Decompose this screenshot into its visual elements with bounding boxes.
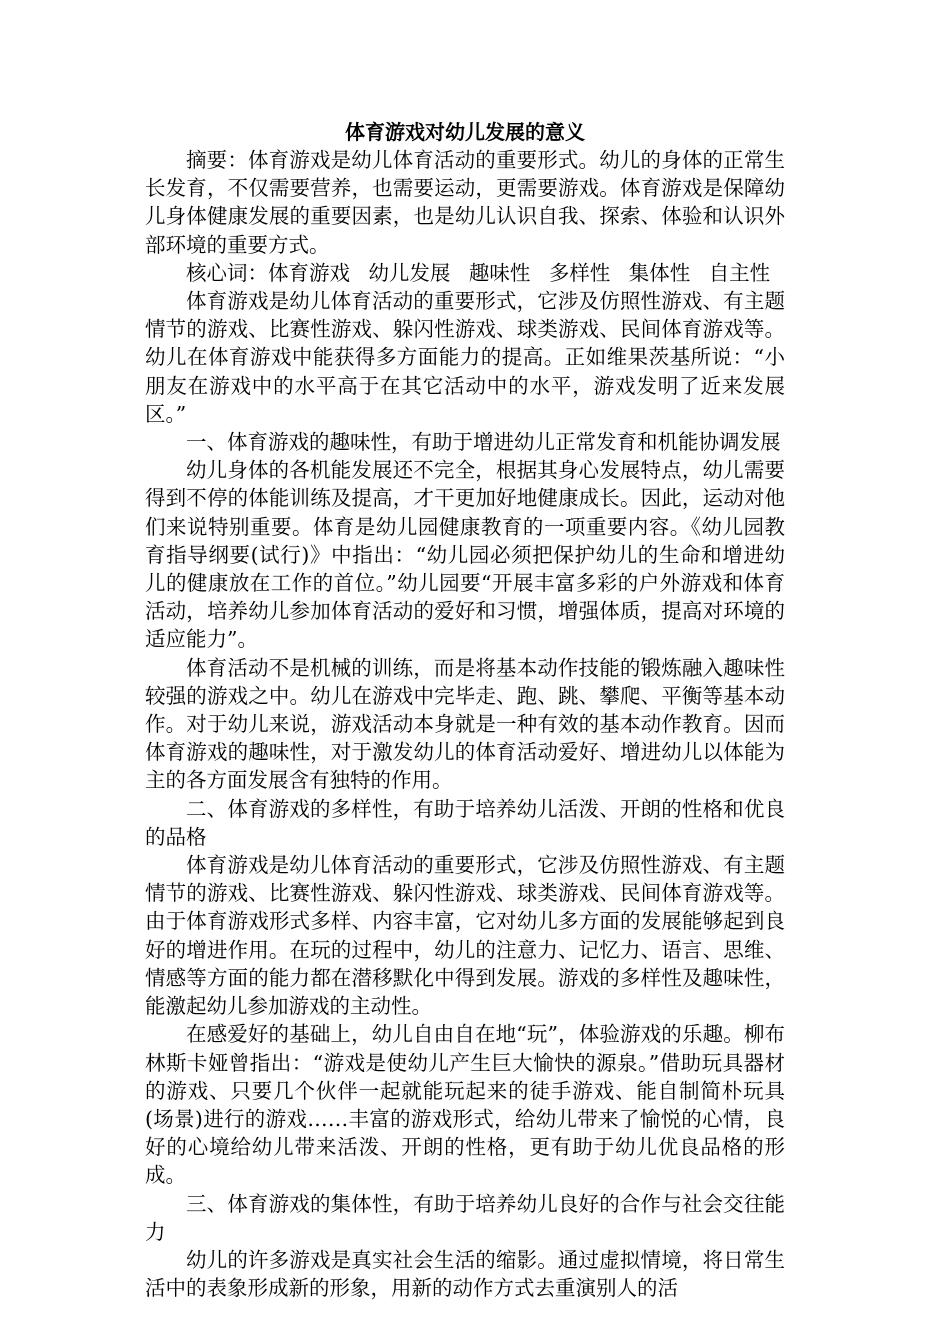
intro-paragraph: 体育游戏是幼儿体育活动的重要形式，它涉及仿照性游戏、有主题情节的游戏、比赛性游戏、躲闪性游戏、球类游戏、民间体育游戏等。幼儿在体育游戏中能获得多方面能力的提高。正如维果茨基所说：“小朋友在游戏中的水平高于在其它活动中的水平，游戏发明了近来发展区。”	[145, 289, 785, 426]
abstract-paragraph: 摘要：体育游戏是幼儿体育活动的重要形式。幼儿的身体的正常生长发育，不仅需要营养，也需要运动，更需要游戏。体育游戏是保障幼儿身体健康发展的重要因素，也是幼儿认识自我、探索、体验和认识外部环境的重要方式。	[145, 148, 785, 257]
section-heading: 二、体育游戏的多样性，有助于培养幼儿活泼、开朗的性格和优良的品格	[145, 796, 785, 849]
keywords-line	[145, 259, 785, 287]
keyword-item: 集体性	[628, 260, 691, 285]
body-paragraph: 在感爱好的基础上，幼儿自由自在地“玩”，体验游戏的乐趣。柳布林斯卡娅曾指出：“游戏是使幼儿产生巨大愉快的源泉。”借助玩具器材的游戏、只要几个伙伴一起就能玩起来的徒手游戏、能自制简朴玩具(场景)进行的游戏……丰富的游戏形式，给幼儿带来了愉悦的心情，良好的心境给幼儿带来活泼、开朗的性格，更有助于幼儿优良品格的形成。	[145, 1022, 785, 1188]
keywords-label: 核心词：	[186, 260, 268, 285]
keyword-item: 自主性	[708, 260, 771, 285]
body-paragraph: 体育游戏是幼儿体育活动的重要形式，它涉及仿照性游戏、有主题情节的游戏、比赛性游戏、躲闪性游戏、球类游戏、民间体育游戏等。由于体育游戏形式多样、内容丰富，它对幼儿多方面的发展能够起到良好的增进作用。在玩的过程中，幼儿的注意力、记忆力、语言、思维、情感等方面的能力都在潜移默化中得到发展。游戏的多样性及趣味性，能激起幼儿参加游戏的主动性。	[145, 853, 785, 1019]
document-page	[145, 118, 785, 1302]
body-paragraph: 幼儿的许多游戏是真实社会生活的缩影。通过虚拟情境，将日常生活中的表象形成新的形象，用新的动作方式去重演别人的活	[145, 1247, 785, 1301]
body-paragraph: 体育活动不是机械的训练，而是将基本动作技能的锻炼融入趣味性较强的游戏之中。幼儿在游戏中完毕走、跑、跳、攀爬、平衡等基本动作。对于幼儿来说，游戏活动本身就是一种有效的基本动作教育。因而体育游戏的趣味性，对于激发幼儿的体育活动爱好、增进幼儿以体能为主的各方面发展含有独特的作用。	[145, 655, 785, 793]
keyword-item: 幼儿发展	[368, 260, 451, 285]
document-title: 体育游戏对幼儿发展的意义	[345, 120, 585, 144]
body-paragraph: 幼儿身体的各机能发展还不完全，根据其身心发展特点，幼儿需要得到不停的体能训练及提高，才干更加好地健康成长。因此，运动对他们来说特别重要。体育是幼儿园健康教育的一项重要内容。《幼儿园教育指导纲要(试行)》中指出：“幼儿园必须把保护幼儿的生命和增进幼儿的健康放在工作的首位。”幼儿园要“开展丰富多彩的户外游戏和体育活动，培养幼儿参加体育活动的爱好和习惯，增强体质，提高对环境的适应能力”。	[145, 458, 785, 652]
section-heading: 一、体育游戏的趣味性，有助于增进幼儿正常发育和机能协调发展	[186, 430, 781, 455]
keyword-item: 体育游戏	[268, 260, 350, 285]
keyword-item: 趣味性	[468, 260, 531, 285]
keyword-item: 多样性	[548, 260, 611, 285]
section-heading: 三、体育游戏的集体性，有助于培养幼儿良好的合作与社会交往能力	[145, 1191, 785, 1244]
